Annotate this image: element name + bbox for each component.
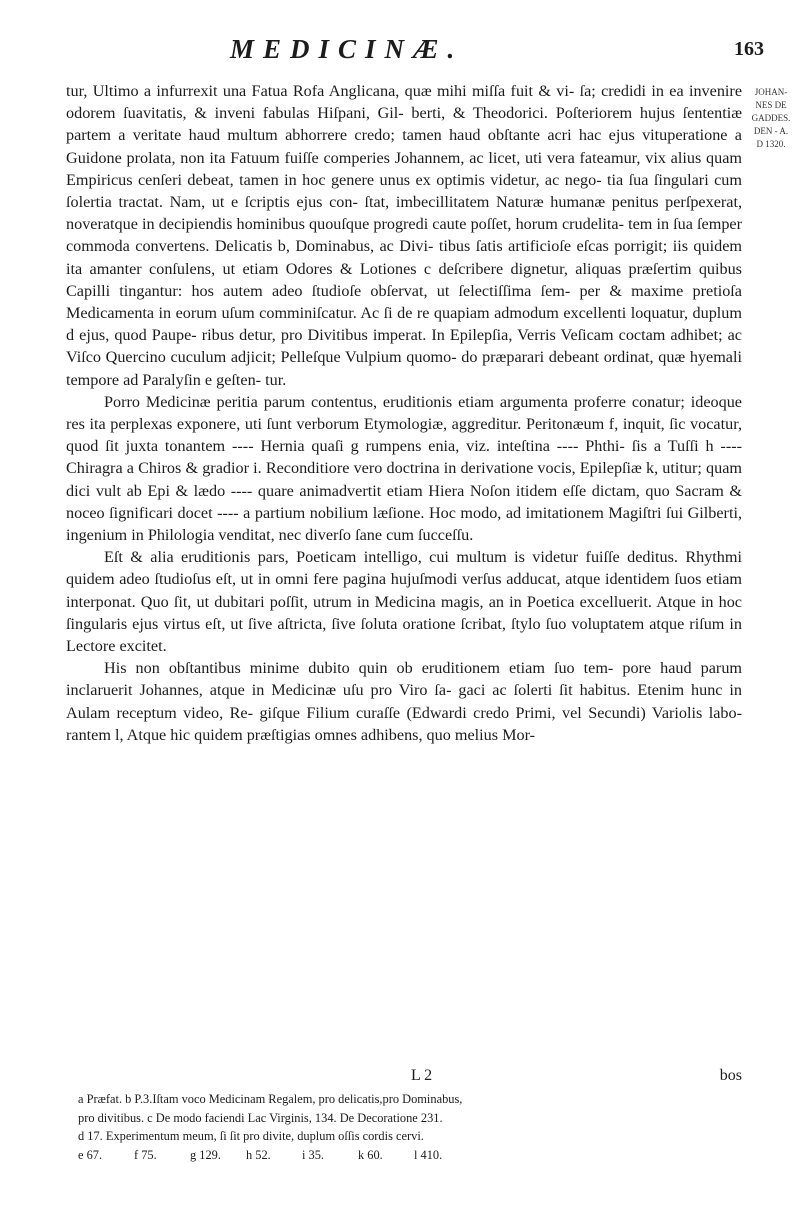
marginal-note [744, 86, 798, 151]
footnote-ref: f 75. [134, 1147, 157, 1162]
footnote-ref: i 35. [302, 1147, 325, 1162]
marginal-note-line: NES DE [755, 100, 787, 110]
footnote-refs [78, 1146, 748, 1165]
signature-mark: L 2 [411, 1067, 433, 1084]
paragraph: tur, Ultimo a infurrexit una Fatua Rofa Anglicana, quæ mihi miſſa fuit & vi- ſa; credidi in ea invenire odorem ſuavitatis, & inveni fabulas Hiſpani, Gil- berti, & Theodorici. Poſteriorem hujus ſententiæ partem a veritate haud multum abhorrere credo; tamen haud obſtante acri hac ejus vituperatione a Guidone prolata, non ita Fatuum fuiſſe comperies Johannem, ac licet, uti vera fateamur, vix alius quam Empiricus cenſeri debeat, tamen in hoc genere unus ex optimis videtur, ac nego- tia ſua ſingulari cum ſolertia tractat. Nam, ut e ſcriptis ejus con- ſtat, imbecillitatem Naturæ humanæ penitus perſpexerat, noveratque in decipiendis hominibus quouſque progredi caute poſſet, horum crudelita- tem in ſua ſemper commoda convertens. Delicatis b, Dominabus, ac Divi- tibus ſatis artificioſe eſcas porrigit; iis quidem ita amanter conſulens, ut etiam Odores & Lotiones c deſcribere dignetur, aliquas præſertim quibus Capilli tingantur: hos autem adeo ſtudioſe obſervat, ut ſelectiſſima ſem- per & maxime pretioſa Medicamenta in eorum uſum comminiſcatur. Ac ſi de re quapiam admodum excellenti loquatur, duplum d ejus, quod Paupe- ribus detur, pro Divitibus imperat. In Epilepſia, Verris Veſicam coctam adhibet; ac Viſco Quercino cuculum adjicit; Pelleſque Vulpium quomo- do præparari debeant ordinat, quæ hyemali tempore ad Paralyſin e geſten- tur. [66, 82, 742, 389]
marginal-note-line: DEN - A. [753, 126, 789, 136]
footnotes [78, 1090, 748, 1164]
footnote-ref: g 129. [190, 1147, 221, 1162]
marginal-note-line: JOHAN- [754, 87, 788, 97]
paragraph: His non obſtantibus minime dubito quin ob eruditionem etiam ſuo tem- pore haud parum inclaruerit Johannes, atque in Medicinæ uſu pro Viro ſa- gaci ac ſolerti ſit habitus. Etenim hunc in Aulam receptum video, Re- giſque Filium curaſſe (Edwardi credo Primi, vel Secundi) Variolis labo- rantem l, Atque hic quidem præſtigias omnes adhibens, quo melius Mor- [66, 659, 742, 744]
page-header [0, 34, 800, 74]
footnote-line: pro divitibus. c De modo faciendi Lac Virginis, 134. De Decoratione 231. [78, 1110, 443, 1125]
body-text [66, 80, 742, 746]
footnote-ref: e 67. [78, 1147, 103, 1162]
running-title: MEDICINÆ. [230, 34, 464, 64]
paragraph: Eſt & alia eruditionis pars, Poeticam intelligo, cui multum is videtur fuiſſe deditus. Rhythmi quidem adeo ſtudioſus eſt, ut in omni fere pagina hujuſmodi verſus adducat, atque identidem ſuos etiam interponat. Quo ſit, ut dubitari poſſit, utrum in Medicina magis, an in Poetica excelluerit. Atque in hoc ſingularis ejus virtus eſt, ut ſive aſtricta, ſive ſoluta oratione ſcribat, ſtylo ſuo voluptatem atque riſum in Lectore excitet. [66, 548, 742, 656]
footnote-ref: k 60. [358, 1147, 383, 1162]
footnote-ref: l 410. [414, 1147, 443, 1162]
footnote-line: a Præfat. b P.3.Iſtam voco Medicinam Regalem, pro delicatis,pro Dominabus, [78, 1092, 463, 1106]
footnote-ref: h 52. [246, 1147, 271, 1162]
marginal-note-line: GADDES. [751, 113, 791, 123]
footnote-line: d 17. Experimentum meum, ſi ſit pro divite, duplum oſſis cordis cervi. [78, 1129, 424, 1143]
page-number: 163 [734, 38, 764, 60]
paragraph: Porro Medicinæ peritia parum contentus, eruditionis etiam argumenta proferre conatur; ideoque res ita perplexas exponere, uti ſunt verborum Etymologiæ, aggreditur. Peritonæum f, inquit, ſic vocatur, quod ſit juxta tonantem ---- Hernia quaſi g rumpens enia, viz. inteſtina ---- Phthi- ſis a Tuſſi h ---- Chiragra a Chiros & gradior i. Reconditiore vero doctrina in derivatione vocis, Epilepſiæ k, utitur; quam dici vult ab Epi & lædo ---- quare animadvertit etiam Hiera Noſon itidem eſſe dictam, quo Sacram & noceo ſignificari docet ---- a partium nobilium læſione. Hoc modo, ad imitationem Magiſtri ſui Gilberti, ingenium in Philologia venditat, nec diverſo ſane cum ſucceſſu. [66, 392, 742, 545]
marginal-note-line: D 1320. [756, 139, 786, 149]
catchword: bos [719, 1067, 742, 1084]
